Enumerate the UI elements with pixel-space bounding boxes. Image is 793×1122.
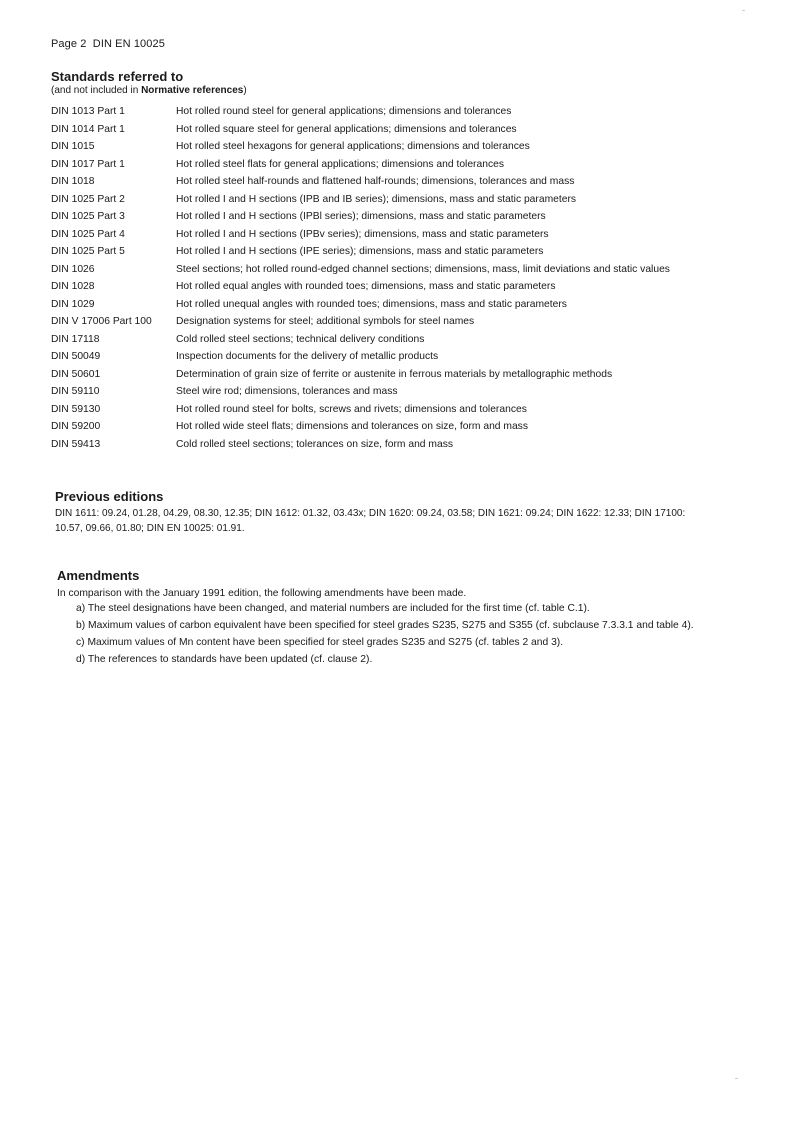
- standard-code: DIN 1018: [51, 176, 95, 187]
- page-label: Page 2: [51, 38, 87, 50]
- standard-code: DIN 1025 Part 5: [51, 246, 125, 257]
- list-item: [51, 383, 711, 401]
- standard-code: DIN 1025 Part 4: [51, 228, 125, 240]
- standards-heading: Standards referred to: [51, 69, 184, 84]
- list-item: [51, 296, 711, 314]
- standard-title: Hot rolled wide steel flats; dimensions and tolerances on size, form and mass: [176, 421, 528, 432]
- standard-code: DIN V 17006 Part 100: [51, 316, 152, 327]
- list-item: [51, 103, 711, 121]
- list-item: [51, 226, 711, 244]
- standard-title: Hot rolled I and H sections (IPBl series); dimensions, mass and static parameters: [176, 211, 546, 222]
- standard-code: DIN 1017 Part 1: [51, 158, 125, 170]
- list-item: [51, 418, 711, 436]
- list-item: [51, 138, 711, 156]
- standard-code: DIN 1015: [51, 141, 95, 152]
- list-item: [51, 313, 711, 331]
- standard-title: Hot rolled square steel for general applications; dimensions and tolerances: [176, 123, 517, 135]
- standard-title: Steel wire rod; dimensions, tolerances and mass: [176, 386, 398, 397]
- standard-title: Hot rolled steel hexagons for general applications; dimensions and tolerances: [176, 141, 530, 152]
- standard-title: Cold rolled steel sections; tolerances on size, form and mass: [176, 438, 454, 450]
- list-item: [51, 156, 711, 174]
- standards-subtitle: (and not included in Normative references): [51, 85, 247, 96]
- list-item: [51, 191, 711, 209]
- standard-code: DIN 1013 Part 1: [51, 106, 125, 117]
- standard-title: Hot rolled I and H sections (IPB and IB series); dimensions, mass and static parameters: [176, 193, 577, 205]
- standard-code: DIN 59110: [51, 386, 100, 397]
- list-item: [51, 436, 711, 454]
- standard-title: Hot rolled I and H sections (IPE series); dimensions, mass and static parameters: [176, 246, 544, 257]
- standard-title: Determination of grain size of ferrite or austenite in ferrous materials by metallographic methods: [176, 368, 613, 380]
- standard-code: DIN 1028: [51, 281, 95, 292]
- page-header: [51, 38, 165, 50]
- amendment-item: b) Maximum values of carbon equivalent have been specified for steel grades S235, S275 and S355 (cf. subclause 7.3.3.1 and table 4).: [76, 620, 694, 631]
- standard-title: Hot rolled steel half-rounds and flattened half-rounds; dimensions, tolerances and mass: [176, 176, 575, 187]
- standard-code: DIN 59130: [51, 403, 101, 415]
- previous-editions-text: DIN 1611: 09.24, 01.28, 04.29, 08.30, 12.35; DIN 1612: 01.32, 03.43x; DIN 1620: 09.24, 03.58; DIN 1621: 09.24; DIN 1622: 12.33; DIN 17100: 10.57, 09.66, 01.80; DIN EN 10025: 01.91.: [55, 508, 686, 534]
- standard-title: Steel sections; hot rolled round-edged channel sections; dimensions, mass, limit deviations and static values: [176, 263, 670, 275]
- standard-code: DIN 50049: [51, 351, 101, 362]
- list-item: [51, 401, 711, 419]
- standard-code: DIN 59413: [51, 438, 101, 450]
- amendments-intro: In comparison with the January 1991 edition, the following amendments have been made.: [57, 588, 467, 599]
- amendment-item: d) The references to standards have been updated (cf. clause 2).: [76, 654, 373, 665]
- standard-title: Designation systems for steel; additional symbols for steel names: [176, 316, 475, 327]
- standard-title: Hot rolled unequal angles with rounded toes; dimensions, mass and static parameters: [176, 298, 567, 310]
- standard-code: DIN 1029: [51, 298, 95, 310]
- amendment-item: a) The steel designations have been changed, and material numbers are included for the first time (cf. table C.1).: [76, 603, 590, 614]
- list-item: [51, 261, 711, 279]
- list-item: [51, 278, 711, 296]
- list-item: [51, 243, 711, 261]
- doc-id: DIN EN 10025: [92, 38, 165, 50]
- scan-mark: [742, 10, 745, 11]
- standard-code: DIN 1014 Part 1: [51, 123, 125, 135]
- normative-references-emphasis: Normative references: [141, 85, 244, 96]
- list-item: [51, 348, 711, 366]
- standard-code: DIN 17118: [51, 333, 100, 345]
- standard-code: DIN 59200: [51, 421, 101, 432]
- standard-title: Cold rolled steel sections; technical delivery conditions: [176, 333, 425, 345]
- standards-list: [51, 103, 711, 453]
- standard-title: Hot rolled round steel for bolts, screws and rivets; dimensions and tolerances: [176, 403, 527, 415]
- standard-code: DIN 1026: [51, 263, 95, 275]
- standard-code: DIN 1025 Part 2: [51, 193, 125, 205]
- scan-mark: [735, 1078, 738, 1079]
- standard-code: DIN 1025 Part 3: [51, 211, 125, 222]
- standard-code: DIN 50601: [51, 368, 101, 380]
- standard-title: Hot rolled I and H sections (IPBv series); dimensions, mass and static parameters: [176, 228, 549, 240]
- list-item: [51, 208, 711, 226]
- standard-title: Hot rolled equal angles with rounded toes; dimensions, mass and static parameters: [176, 281, 556, 292]
- previous-editions-heading: Previous editions: [55, 489, 164, 504]
- standard-title: Inspection documents for the delivery of metallic products: [176, 351, 439, 362]
- amendments-list: [57, 602, 723, 670]
- list-item: [51, 366, 711, 384]
- list-item: [51, 121, 711, 139]
- standard-title: Hot rolled round steel for general applications; dimensions and tolerances: [176, 106, 512, 117]
- list-item: [51, 331, 711, 349]
- amendments-heading: Amendments: [57, 568, 140, 583]
- amendment-item: c) Maximum values of Mn content have been specified for steel grades S235 and S275 (cf. tables 2 and 3).: [76, 637, 564, 648]
- list-item: [51, 173, 711, 191]
- standard-title: Hot rolled steel flats for general applications; dimensions and tolerances: [176, 158, 504, 170]
